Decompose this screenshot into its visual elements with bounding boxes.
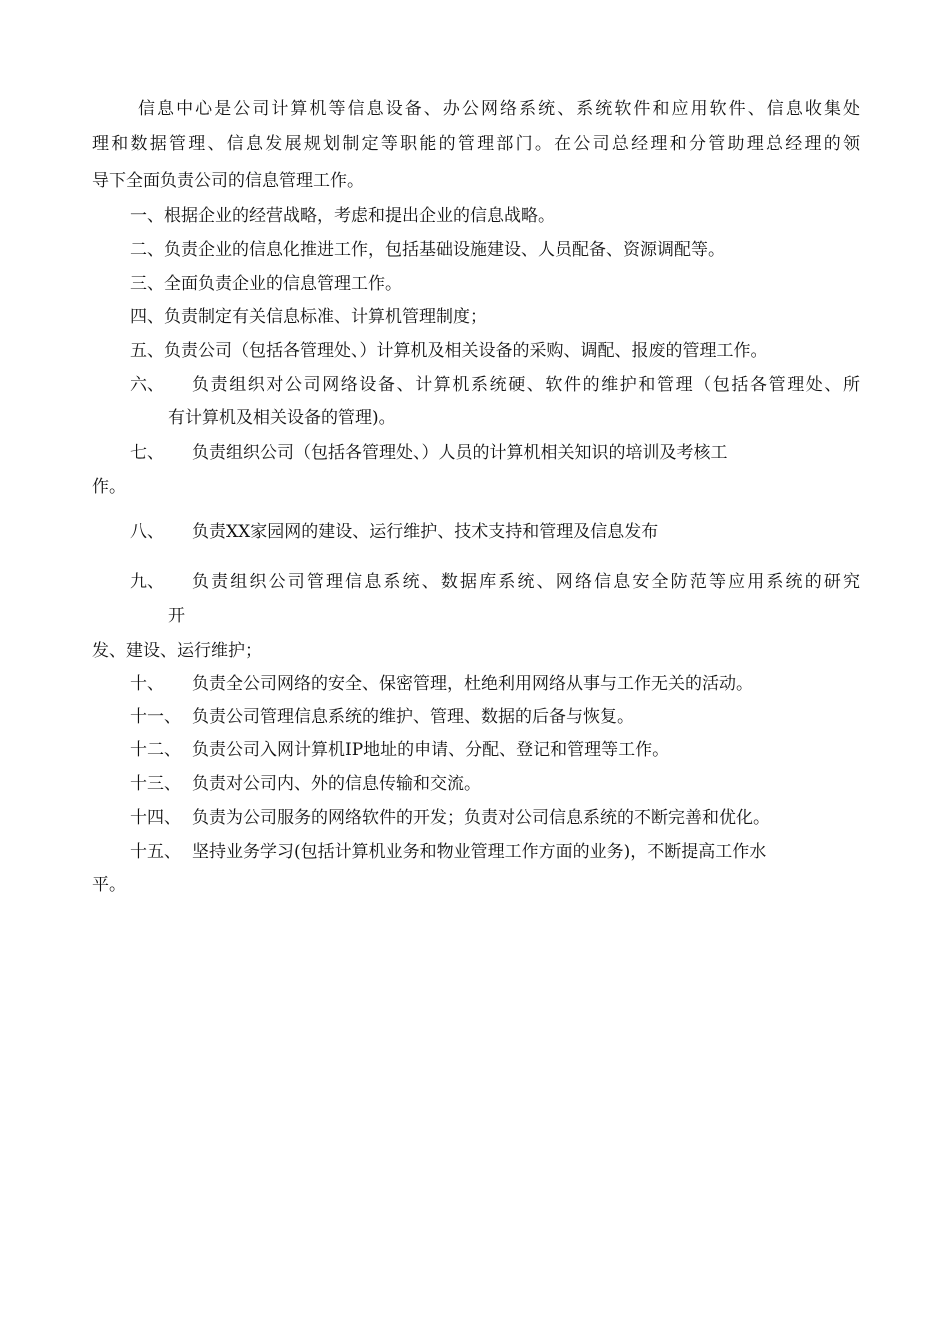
- item-13-number: 十三、: [130, 774, 181, 794]
- item-15-number: 十五、: [130, 842, 181, 862]
- item-number: 四、: [130, 307, 164, 327]
- item-5: [130, 340, 768, 362]
- item-15-continuation: 平。: [92, 875, 126, 895]
- item-6-continuation: 有计算机及相关设备的管理)。: [168, 408, 396, 428]
- item-12-text: 负责公司入网计算机IP地址的申请、分配、登记和管理等工作。: [192, 740, 670, 760]
- item-text: 负责制定有关信息标准、计算机管理制度；: [164, 307, 487, 327]
- item-14-number: 十四、: [130, 808, 181, 828]
- item-text: 负责公司（包括各管理处、）计算机及相关设备的采购、调配、报废的管理工作。: [164, 341, 768, 361]
- item-7-continuation: 作。: [92, 477, 126, 497]
- item-3: [130, 273, 402, 295]
- item-text: 根据企业的经营战略，考虑和提出企业的信息战略。: [164, 206, 555, 226]
- item-2: [130, 239, 725, 261]
- item-6-text: 负责组织对公司网络设备、计算机系统硬、软件的维护和管理（包括各管理处、所: [192, 375, 860, 395]
- item-8-text: 负责XX家园网的建设、运行维护、技术支持和管理及信息发布: [192, 522, 659, 542]
- item-14-text: 负责为公司服务的网络软件的开发；负责对公司信息系统的不断完善和优化。: [192, 808, 770, 828]
- item-6-number: 六、: [130, 375, 164, 395]
- item-10-text: 负责全公司网络的安全、保密管理，杜绝利用网络从事与工作无关的活动。: [192, 674, 753, 694]
- item-9-number: 九、: [130, 572, 164, 592]
- item-9-continuation-2: 发、建设、运行维护；: [92, 641, 262, 661]
- item-text: 全面负责企业的信息管理工作。: [164, 274, 402, 294]
- item-9-continuation: 开: [168, 606, 185, 626]
- item-4: [130, 306, 487, 328]
- item-7-number: 七、: [130, 443, 164, 463]
- intro-line-2: 理和数据管理、信息发展规划制定等职能的管理部门。在公司总经理和分管助理总经理的领: [92, 134, 860, 154]
- item-11-number: 十一、: [130, 707, 181, 727]
- item-10-number: 十、: [130, 674, 164, 694]
- intro-line-1: 信息中心是公司计算机等信息设备、办公网络系统、系统软件和应用软件、信息收集处: [138, 99, 860, 119]
- item-15-text: 坚持业务学习(包括计算机业务和物业管理工作方面的业务)，不断提高工作水: [192, 842, 767, 862]
- item-8-number: 八、: [130, 522, 164, 542]
- item-11-text: 负责公司管理信息系统的维护、管理、数据的后备与恢复。: [192, 707, 634, 727]
- item-12-number: 十二、: [130, 740, 181, 760]
- item-1: [130, 205, 555, 227]
- item-number: 五、: [130, 341, 164, 361]
- item-number: 二、: [130, 240, 164, 260]
- item-number: 一、: [130, 206, 164, 226]
- item-13-text: 负责对公司内、外的信息传输和交流。: [192, 774, 481, 794]
- item-text: 负责企业的信息化推进工作，包括基础设施建设、人员配备、资源调配等。: [164, 240, 725, 260]
- item-9-text: 负责组织公司管理信息系统、数据库系统、网络信息安全防范等应用系统的研究: [192, 572, 860, 592]
- item-7-text: 负责组织公司（包括各管理处、）人员的计算机相关知识的培训及考核工: [192, 443, 728, 463]
- intro-line-3: 导下全面负责公司的信息管理工作。: [92, 171, 364, 191]
- item-number: 三、: [130, 274, 164, 294]
